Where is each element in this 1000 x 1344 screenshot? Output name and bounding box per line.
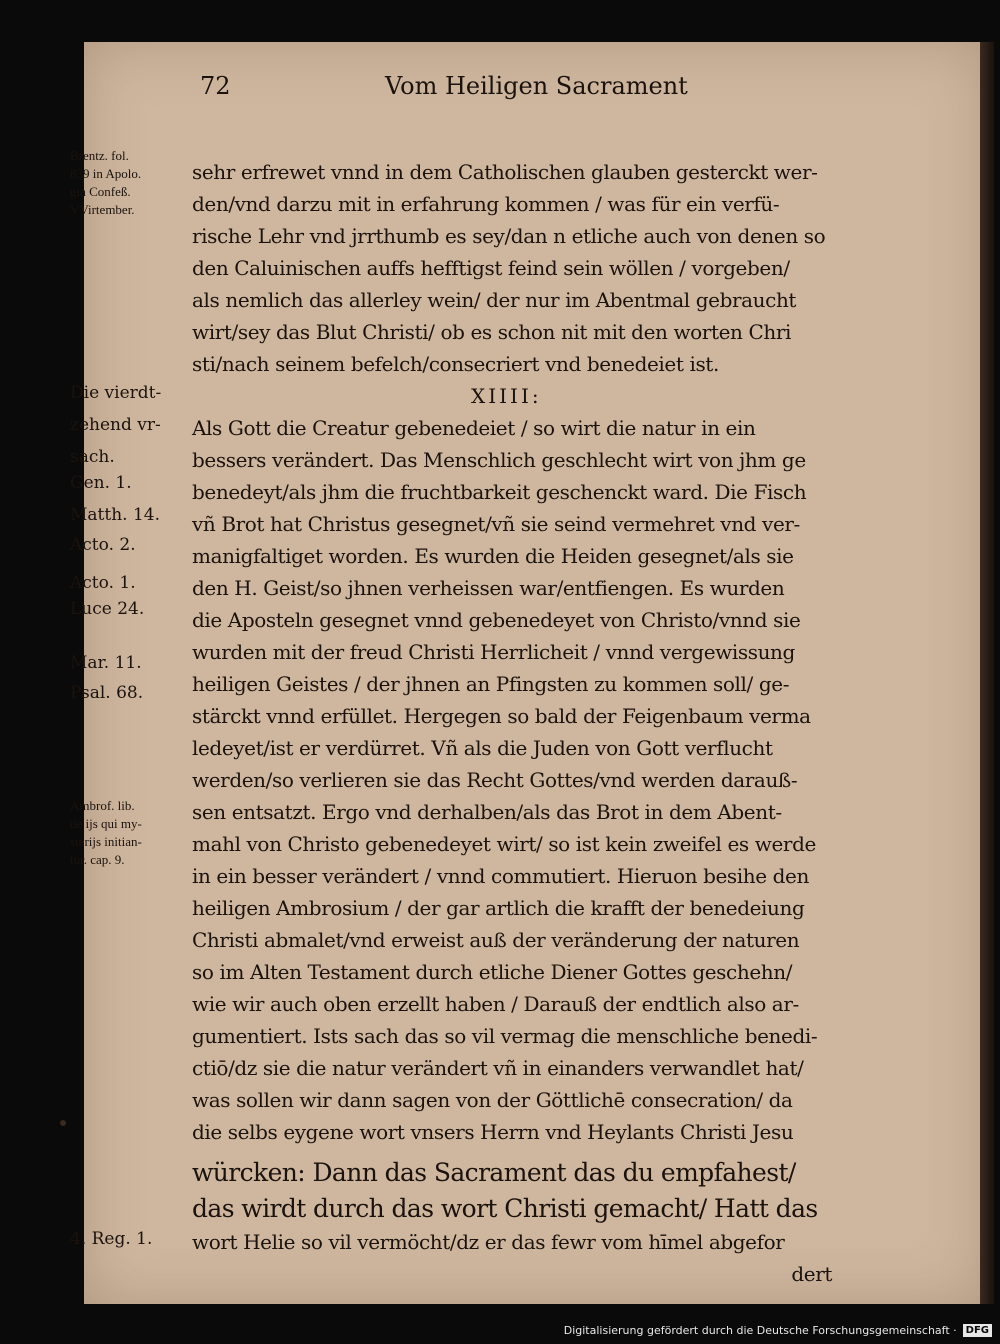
text-line: was sollen wir dann sagen von der Göttlichē consecration/ da (192, 1088, 793, 1112)
text-line: so im Alten Testament durch etliche Diener Gottes geschehn/ (192, 960, 793, 984)
text-line: gumentiert. Ists sach das so vil vermag die menschliche benedi- (192, 1024, 818, 1048)
footer-credit (564, 1320, 992, 1340)
page-number: 72 (200, 72, 231, 100)
text-line: bessers verändert. Das Menschlich geschlecht wirt von jhm ge (192, 448, 806, 472)
margin-note: Acto. 2. (70, 535, 136, 555)
text-line: den H. Geist/so jhnen verheissen war/entfiengen. Es wurden (192, 576, 785, 600)
text-line: die Aposteln gesegnet vnnd gebenedeyet von Christo/vnnd sie (192, 608, 801, 632)
text-line: den Caluinischen auffs hefftigst feind sein wöllen / vorgeben/ (192, 256, 790, 280)
ink-spot (60, 1120, 66, 1126)
margin-note: gia Confeß. (70, 184, 131, 199)
margin-note: Acto. 1. (70, 573, 136, 593)
margin-note: de ijs qui my- (70, 816, 142, 831)
margin-note: Ambrof. lib. (70, 798, 135, 813)
margin-note: 839 in Apolo. (70, 166, 142, 181)
margin-note: Gen. 1. (70, 473, 132, 493)
margin-note: sach. (70, 447, 115, 467)
running-head: Vom Heiligen Sacrament (385, 72, 688, 100)
text-line: ledeyet/ist er verdürret. Vñ als die Juden von Gott verflucht (192, 736, 773, 760)
text-line: stärckt vnnd erfüllet. Hergegen so bald der Feigenbaum verma (192, 704, 811, 728)
text-line: wort Helie so vil vermöcht/dz er das fewr vom hīmel abgefor (192, 1230, 785, 1254)
text-line: den/vnd darzu mit in erfahrung kommen / was für ein verfü- (192, 192, 780, 216)
text-line: dert (791, 1262, 832, 1286)
text-line: rische Lehr vnd jrrthumb es sey/dan n etliche auch von denen so (192, 224, 826, 248)
margin-note: zehend vr- (70, 415, 161, 435)
margin-note: tur. cap. 9. (70, 852, 125, 867)
text-line: wie wir auch oben erzellt haben / Darauß der endtlich also ar- (192, 992, 799, 1016)
margin-note: Mar. 11. (70, 653, 142, 673)
margin-note: Brentz. fol. (70, 148, 129, 163)
text-line: wirt/sey das Blut Christi/ ob es schon nit mit den worten Chri (192, 320, 792, 344)
text-line: sehr erfrewet vnnd in dem Catholischen glauben gesterckt wer- (192, 160, 818, 184)
text-line: würcken: Dann das Sacrament das du empfahest/ (192, 1158, 796, 1187)
text-line: wurden mit der freud Christi Herrlicheit / vnnd vergewissung (192, 640, 795, 664)
margin-note: VVirtember. (70, 202, 135, 217)
dfg-logo: DFG (963, 1324, 992, 1337)
page-header (0, 70, 1000, 110)
text-line: Als Gott die Creatur gebenedeiet / so wirt die natur in ein (192, 416, 756, 440)
text-line: heiligen Geistes / der jhnen an Pfingsten zu kommen soll/ ge- (192, 672, 790, 696)
text-line: heiligen Ambrosium / der gar artlich die krafft der benedeiung (192, 896, 805, 920)
text-line: sen entsatzt. Ergo vnd derhalben/als das Brot in dem Abent- (192, 800, 782, 824)
text-line: Christi abmalet/vnd erweist auß der veränderung der naturen (192, 928, 800, 952)
text-line: werden/so verlieren sie das Recht Gottes/vnd werden darauß- (192, 768, 798, 792)
text-line: manigfaltiget worden. Es wurden die Heiden gesegnet/als sie (192, 544, 794, 568)
text-line: das wirdt durch das wort Christi gemacht/ Hatt das (192, 1194, 818, 1223)
text-line: in ein besser verändert / vnnd commutiert. Hieruon besihe den (192, 864, 809, 888)
margin-note: Luce 24. (70, 599, 145, 619)
margin-note: Psal. 68. (70, 683, 144, 703)
text-line: mahl von Christo gebenedeyet wirt/ so ist kein zweifel es werde (192, 832, 816, 856)
text-line: als nemlich das allerley wein/ der nur im Abentmal gebraucht (192, 288, 797, 312)
margin-note: sterijs initian- (70, 834, 142, 849)
footer-credit-text: Digitalisierung gefördert durch die Deutsche Forschungsgemeinschaft · (563, 1323, 957, 1337)
book-spine-edge (980, 42, 994, 1304)
margin-note: Matth. 14. (70, 505, 160, 525)
text-line: vñ Brot hat Christus gesegnet/vñ sie seind vermehret vnd ver- (192, 512, 800, 536)
text-line: benedeyt/als jhm die fruchtbarkeit geschenckt ward. Die Fisch (192, 480, 807, 504)
text-line: ctiō/dz sie die natur verändert vñ in einanders verwandlet hat/ (192, 1056, 804, 1080)
margin-note: Die vierdt- (70, 383, 162, 403)
text-line: die selbs eygene wort vnsers Herrn vnd Heylants Christi Jesu (192, 1120, 794, 1144)
section-number: XIIII: (471, 384, 542, 408)
margin-note: 4. Reg. 1. (70, 1229, 153, 1249)
text-line: sti/nach seinem befelch/consecriert vnd benedeiet ist. (192, 352, 719, 376)
